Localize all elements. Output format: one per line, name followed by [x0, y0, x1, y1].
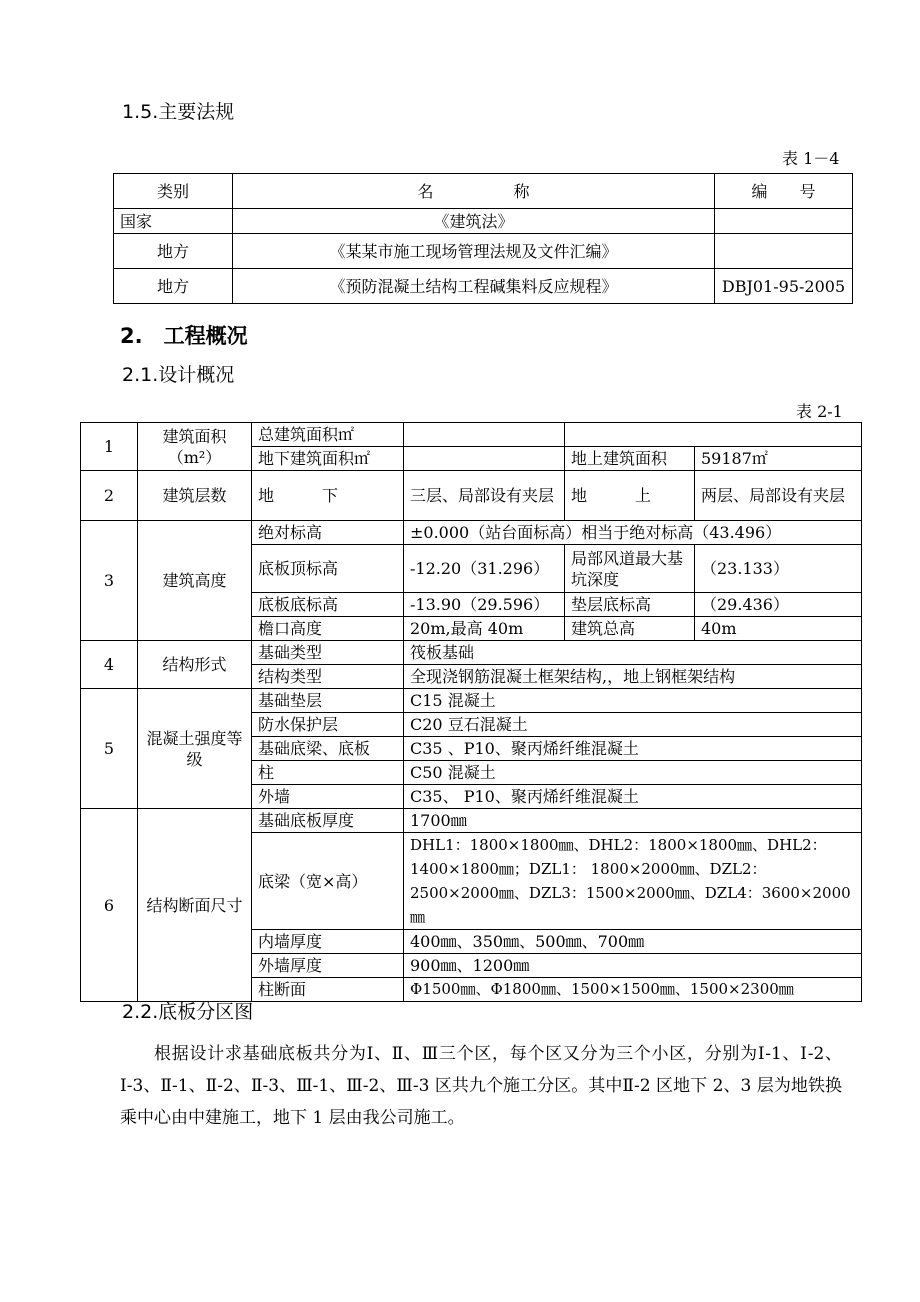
table-row: [81, 689, 862, 713]
cell-category: 地方: [114, 269, 233, 304]
item-label: 基础垫层: [252, 689, 404, 713]
cell-category: 国家: [114, 209, 233, 234]
header-code: 编 号: [715, 174, 853, 209]
row-category: 建筑面积（m²）: [138, 423, 252, 471]
item-label: 基础底梁、底板: [252, 737, 404, 761]
item-value: C35、 P10、聚丙烯纤维混凝土: [404, 785, 862, 809]
row-category: 混凝土强度等级: [138, 689, 252, 809]
item-label: 防水保护层: [252, 713, 404, 737]
item-label: 底板底标高: [252, 593, 404, 617]
row-number: 5: [81, 689, 138, 809]
item-value: 40m: [695, 617, 862, 641]
item-label: 地上建筑面积: [565, 447, 695, 471]
table-row: [81, 471, 862, 521]
item-value: C35 、P10、聚丙烯纤维混凝土: [404, 737, 862, 761]
item-label: 外墙厚度: [252, 954, 404, 978]
item-value: 全现浇钢筋混凝土框架结构,，地上钢框架结构: [404, 665, 862, 689]
row-number: 6: [81, 809, 138, 1002]
item-value: ±0.000（站台面标高）相当于绝对标高（43.496）: [404, 521, 862, 545]
item-value: C15 混凝土: [404, 689, 862, 713]
row-number: 3: [81, 521, 138, 641]
item-label: 外墙: [252, 785, 404, 809]
section-2-heading: 2. 工程概况: [120, 324, 248, 348]
item-value: （23.133）: [695, 545, 862, 593]
item-label: 檐口高度: [252, 617, 404, 641]
item-label: 底板顶标高: [252, 545, 404, 593]
section-1-5-heading: 1.5.主要法规: [122, 101, 235, 123]
design-overview-table: [80, 422, 862, 1002]
header-name: 名 称: [233, 174, 715, 209]
table-row: [114, 269, 853, 304]
cell-category: 地方: [114, 234, 233, 269]
item-label: 地 上: [565, 471, 695, 521]
item-value: C20 豆石混凝土: [404, 713, 862, 737]
item-label: 底梁（宽×高）: [252, 833, 404, 930]
table-1-4-caption: 表 1－4: [782, 149, 840, 168]
item-value: -12.20（31.296）: [404, 545, 565, 593]
cell-name: 《预防混凝土结构工程碱集料反应规程》: [233, 269, 715, 304]
item-label: 局部风道最大基坑深度: [565, 545, 695, 593]
section-2-1-heading: 2.1.设计概况: [122, 364, 235, 386]
item-value: C50 混凝土: [404, 761, 862, 785]
item-value: [404, 423, 565, 447]
table-row: [81, 641, 862, 665]
item-label: 内墙厚度: [252, 930, 404, 954]
table-2-1-caption: 表 2-1: [796, 402, 843, 421]
row-category: 建筑层数: [138, 471, 252, 521]
item-value: 筏板基础: [404, 641, 862, 665]
item-value: [404, 447, 565, 471]
item-label: 垫层底标高: [565, 593, 695, 617]
table-row: [81, 521, 862, 545]
item-value: -13.90（29.596）: [404, 593, 565, 617]
item-label: 柱断面: [252, 978, 404, 1002]
table-row: [114, 234, 853, 269]
cell-code: [715, 234, 853, 269]
item-value: 59187㎡: [695, 447, 862, 471]
item-value: 20m,最高 40m: [404, 617, 565, 641]
cell-name: 《建筑法》: [233, 209, 715, 234]
item-label: 总建筑面积㎡: [252, 423, 404, 447]
item-label: 基础类型: [252, 641, 404, 665]
row-number: 4: [81, 641, 138, 689]
cell-code: [715, 209, 853, 234]
row-number: 1: [81, 423, 138, 471]
table-row: [81, 423, 862, 447]
item-value: Φ1500㎜、Φ1800㎜、1500×1500㎜、1500×2300㎜: [404, 978, 862, 1002]
item-value: DHL1：1800×1800㎜、DHL2：1800×1800㎜、DHL2：1400×1800㎜；DZL1： 1800×2000㎜、DZL2： 2500×2000㎜、DZL3：1500×2000㎜、DZL4：3600×2000㎜: [404, 833, 862, 930]
cell-code: DBJ01-95-2005: [715, 269, 853, 304]
item-label: 柱: [252, 761, 404, 785]
item-label: 地下建筑面积㎡: [252, 447, 404, 471]
item-label: 建筑总高: [565, 617, 695, 641]
item-value: 1700㎜: [404, 809, 862, 833]
header-category: 类别: [114, 174, 233, 209]
item-label: 结构类型: [252, 665, 404, 689]
body-paragraph: 根据设计求基础底板共分为Ⅰ、Ⅱ、Ⅲ三个区，每个区又分为三个小区，分别为Ⅰ-1、Ⅰ-2、Ⅰ-3、Ⅱ-1、Ⅱ-2、Ⅱ-3、Ⅲ-1、Ⅲ-2、Ⅲ-3 区共九个施工分区。其中Ⅱ-2 区地下 2、3 层为地铁换乘中心由中建施工，地下 1 层由我公司施工。: [120, 1044, 842, 1128]
row-category: 结构形式: [138, 641, 252, 689]
item-value: 三层、局部设有夹层: [404, 471, 565, 521]
table-row: [81, 809, 862, 833]
empty-cell: [565, 423, 862, 447]
row-number: 2: [81, 471, 138, 521]
item-value: （29.436）: [695, 593, 862, 617]
regulations-table: [113, 173, 853, 304]
item-label: 绝对标高: [252, 521, 404, 545]
item-label: 地 下: [252, 471, 404, 521]
item-value: 900㎜、1200㎜: [404, 954, 862, 978]
row-category: 建筑高度: [138, 521, 252, 641]
row-category: 结构断面尺寸: [138, 809, 252, 1002]
item-value: 两层、局部设有夹层: [695, 471, 862, 521]
cell-name: 《某某市施工现场管理法规及文件汇编》: [233, 234, 715, 269]
item-label: 基础底板厚度: [252, 809, 404, 833]
table-header-row: [114, 174, 853, 209]
section-2-2-heading: 2.2.底板分区图: [122, 1001, 254, 1023]
table-row: [114, 209, 853, 234]
item-value: 400㎜、350㎜、500㎜、700㎜: [404, 930, 862, 954]
